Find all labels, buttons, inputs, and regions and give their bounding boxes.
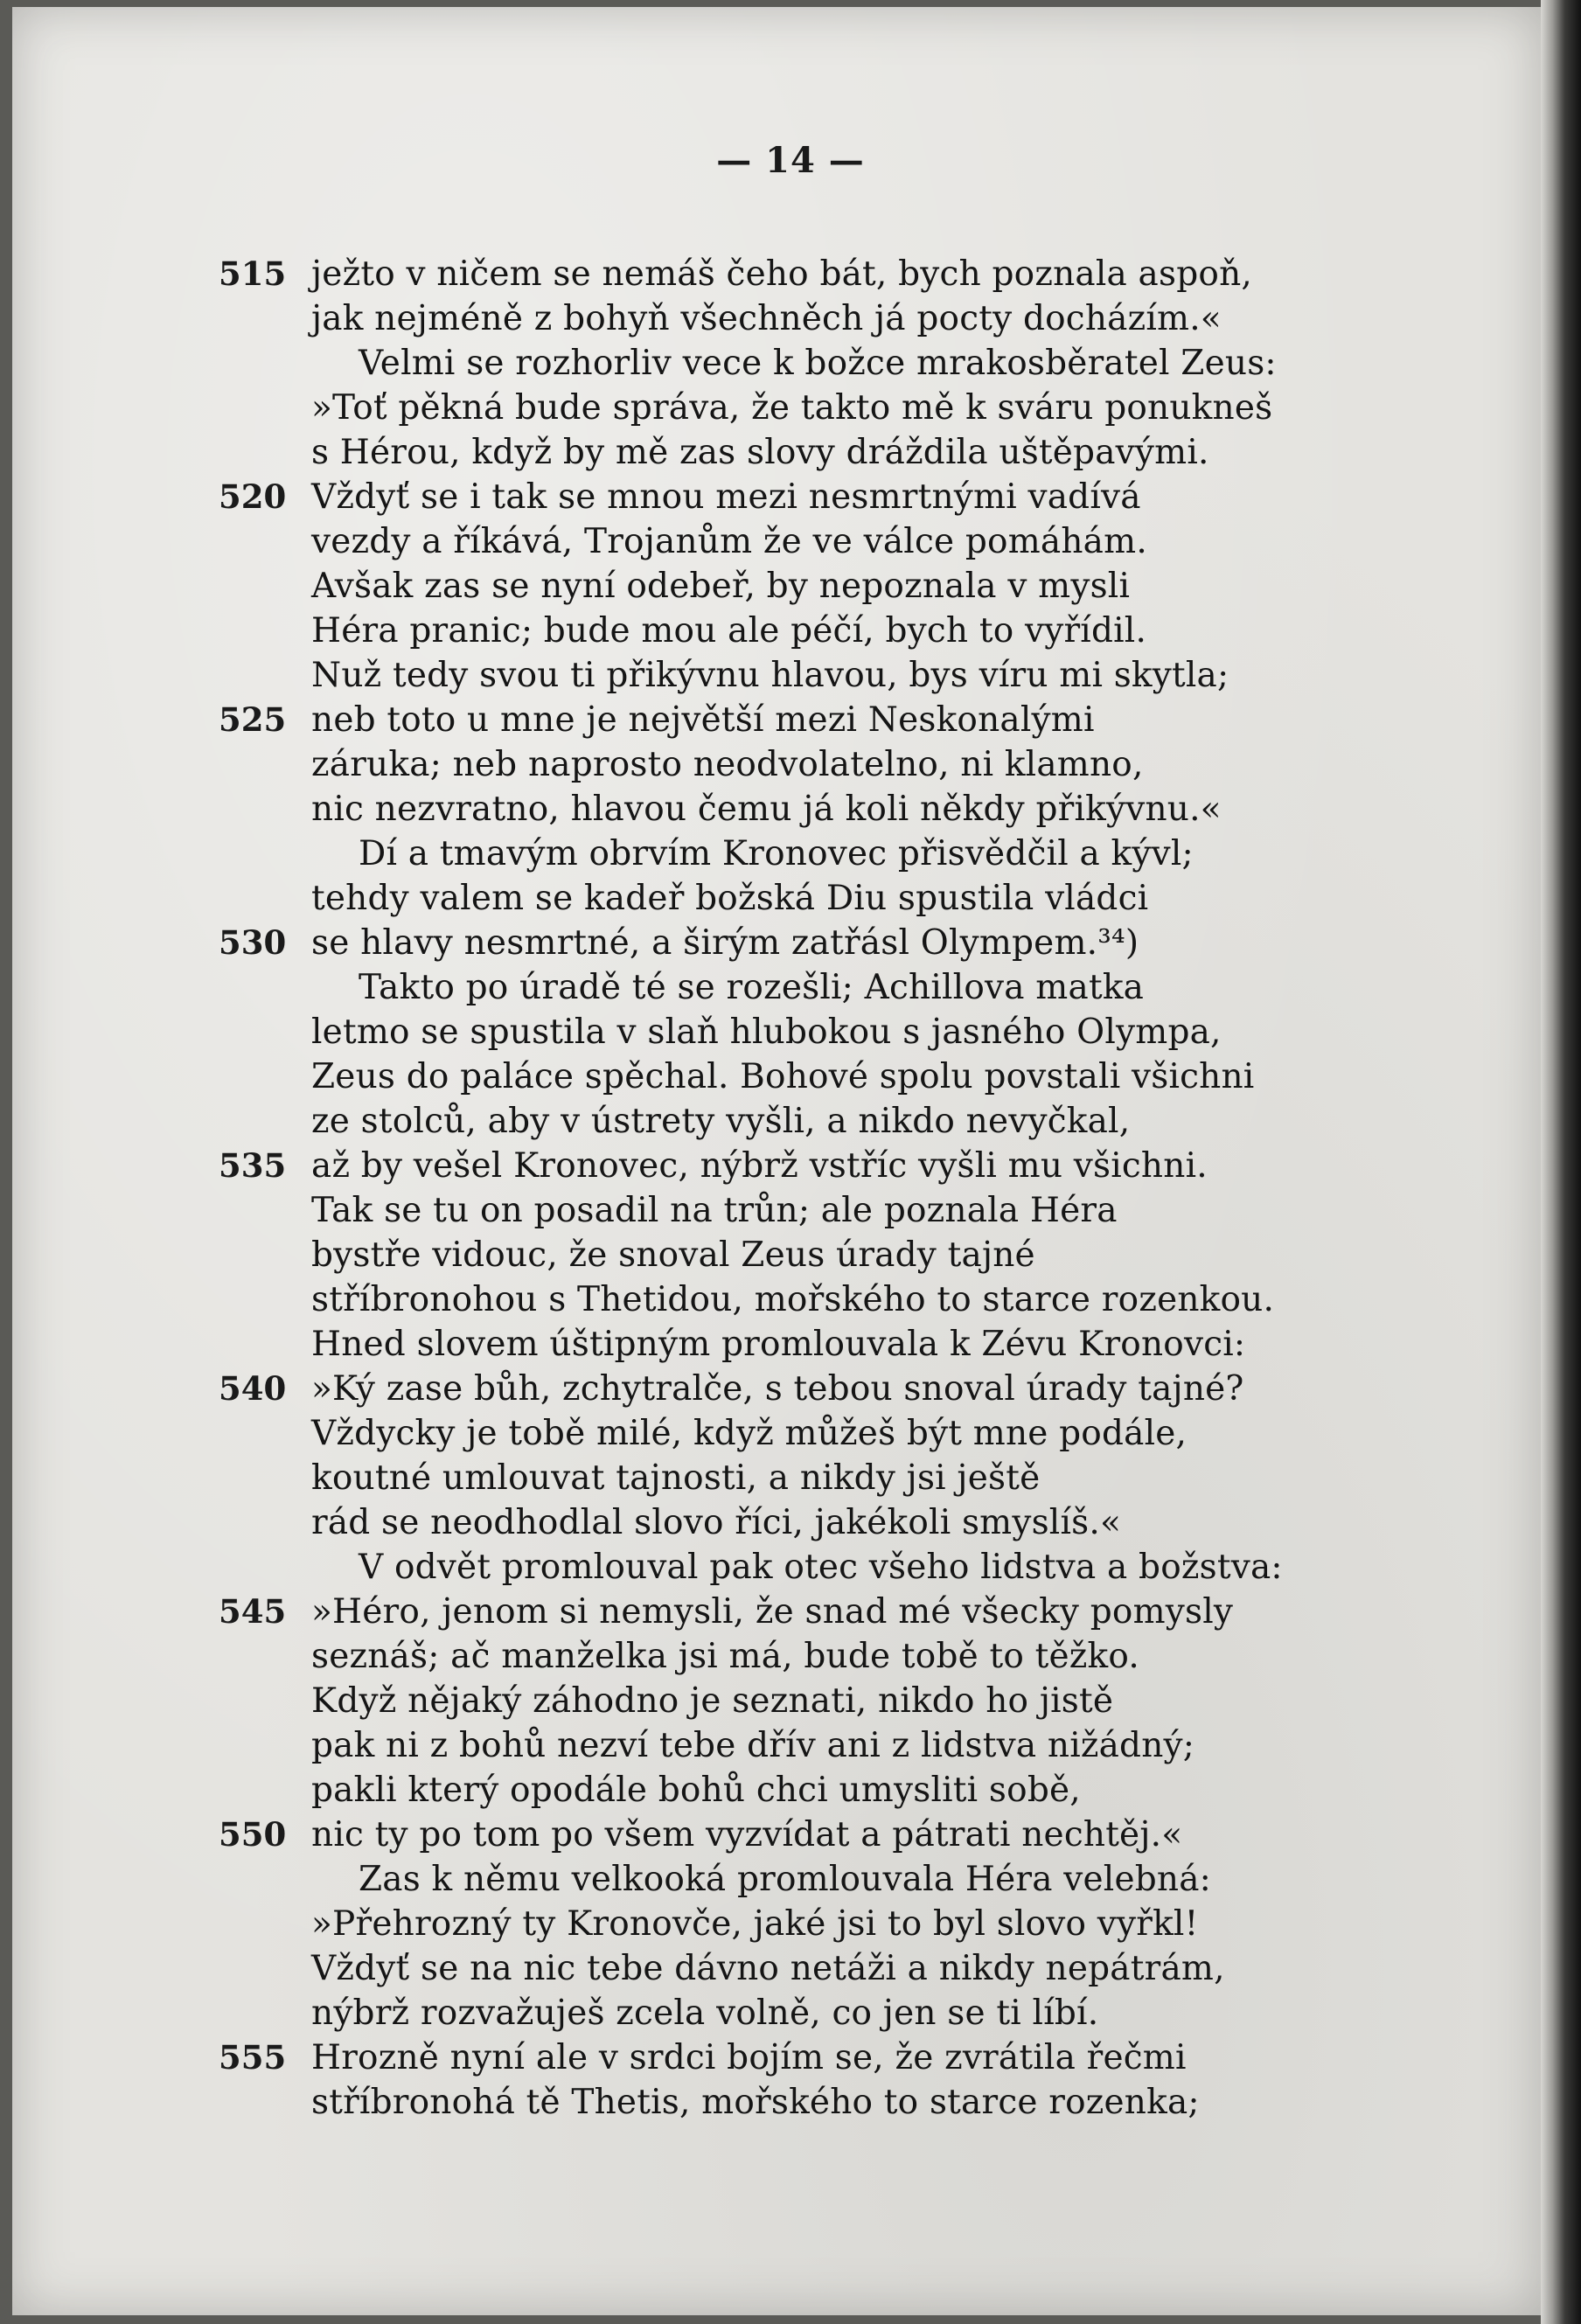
verse-line	[0, 1367, 1581, 1411]
verse-text: Nuž tedy svou ti přikývnu hlavou, bys víru mi skytla;	[311, 656, 1229, 695]
verse-text: stříbronohá tě Thetis, mořského to starce rozenka;	[311, 2083, 1200, 2122]
verse-text: Hned slovem úštipným promlouvala k Zévu Kronovci:	[311, 1325, 1246, 1364]
verse-line	[0, 1411, 1581, 1456]
verse-line	[0, 1188, 1581, 1233]
verse-line	[0, 296, 1581, 341]
verse-text: až by vešel Kronovec, nýbrž vstříc vyšli mu všichni.	[311, 1146, 1208, 1186]
verse-text: pak ni z bohů nezví tebe dřív ani z lidstva nižádný;	[311, 1726, 1195, 1765]
verse-text: nic nezvratno, hlavou čemu já koli někdy přikývnu.«	[311, 790, 1222, 829]
verse-number: 535	[219, 1146, 287, 1185]
verse-line	[0, 1902, 1581, 1946]
verse-text: letmo se spustila v slaň hlubokou s jasného Olympa,	[311, 1012, 1222, 1052]
verse-line	[0, 475, 1581, 519]
verse-line	[0, 921, 1581, 965]
verse-line	[0, 2035, 1581, 2080]
verse-line	[0, 519, 1581, 564]
verse-text: seznáš; ač manželka jsi má, bude tobě to těžko.	[311, 1637, 1139, 1676]
poem-text	[0, 252, 1581, 2125]
verse-line	[0, 1099, 1581, 1144]
verse-text: rád se neodhodlal slovo říci, jakékoli smyslíš.«	[311, 1503, 1122, 1542]
verse-text: Vždyť se na nic tebe dávno netáži a nikdy nepátrám,	[311, 1949, 1225, 1988]
verse-text: vezdy a říkává, Trojanům že ve válce pomáhám.	[311, 522, 1147, 561]
verse-text: ze stolců, aby v ústrety vyšli, a nikdo nevyčkal,	[311, 1102, 1131, 1141]
verse-text: Když nějaký záhodno je seznati, nikdo ho jistě	[311, 1681, 1114, 1721]
verse-line	[0, 1233, 1581, 1277]
verse-text: nýbrž rozvažuješ zcela volně, co jen se ti líbí.	[311, 1993, 1099, 2033]
verse-text: Velmi se rozhorliv vece k božce mrakosběratel Zeus:	[359, 344, 1277, 383]
verse-text: »Ký zase bůh, zchytralče, s tebou snoval úrady tajné?	[311, 1369, 1244, 1409]
verse-text: V odvět promlouval pak otec všeho lidstva a božstva:	[359, 1548, 1283, 1587]
verse-text: Tak se tu on posadil na trůn; ale poznala Héra	[311, 1191, 1118, 1230]
verse-number: 530	[219, 923, 287, 962]
verse-text: Zeus do paláce spěchal. Bohové spolu povstali všichni	[311, 1057, 1255, 1096]
verse-text: »Héro, jenom si nemysli, že snad mé všecky pomysly	[311, 1592, 1234, 1632]
verse-line	[0, 1946, 1581, 1991]
verse-line	[0, 609, 1581, 653]
verse-text: záruka; neb naprosto neodvolatelno, ni klamno,	[311, 745, 1144, 784]
verse-text: koutné umlouvat tajnosti, a nikdy jsi ještě	[311, 1458, 1041, 1498]
verse-line	[0, 1054, 1581, 1099]
verse-line	[0, 653, 1581, 698]
verse-number: 525	[219, 700, 287, 739]
verse-line	[0, 430, 1581, 475]
verse-line	[0, 1679, 1581, 1723]
verse-text: se hlavy nesmrtné, a širým zatřásl Olympem.³⁴)	[311, 923, 1139, 963]
verse-number: 520	[219, 477, 287, 516]
verse-line	[0, 564, 1581, 609]
verse-text: nic ty po tom po všem vyzvídat a pátrati nechtěj.«	[311, 1815, 1183, 1854]
verse-number: 545	[219, 1592, 287, 1631]
verse-text: neb toto u mne je největší mezi Neskonalými	[311, 700, 1095, 740]
verse-text: jak nejméně z bohyň všechněch já pocty docházím.«	[311, 299, 1222, 338]
verse-line	[0, 341, 1581, 386]
verse-line	[0, 831, 1581, 876]
verse-text: Hrozně nyní ale v srdci bojím se, že zvrátila řečmi	[311, 2038, 1187, 2077]
verse-line	[0, 787, 1581, 831]
verse-line	[0, 1857, 1581, 1902]
verse-line	[0, 1456, 1581, 1500]
verse-line	[0, 1723, 1581, 1768]
verse-text: bystře vidouc, že snoval Zeus úrady tajné	[311, 1235, 1035, 1275]
verse-text: s Hérou, když by mě zas slovy dráždila uštěpavými.	[311, 433, 1209, 472]
verse-text: stříbronohou s Thetidou, mořského to starce rozenkou.	[311, 1280, 1275, 1319]
verse-number: 540	[219, 1369, 287, 1408]
verse-text: Dí a tmavým obrvím Kronovec přisvědčil a kývl;	[359, 834, 1194, 873]
verse-text: »Přehrozný ty Kronovče, jaké jsi to byl slovo vyřkl!	[311, 1904, 1199, 1944]
page-number: — 14 —	[716, 140, 865, 181]
verse-text: Zas k němu velkooká promlouvala Héra velebná:	[359, 1860, 1212, 1899]
verse-line	[0, 1010, 1581, 1054]
verse-line	[0, 698, 1581, 742]
verse-text: Vždyť se i tak se mnou mezi nesmrtnými vadívá	[311, 477, 1141, 517]
verse-line	[0, 1277, 1581, 1322]
verse-line	[0, 876, 1581, 921]
verse-line	[0, 1144, 1581, 1188]
verse-line	[0, 1991, 1581, 2035]
verse-number: 550	[219, 1815, 287, 1854]
verse-line	[0, 1768, 1581, 1813]
verse-line	[0, 252, 1581, 296]
verse-line	[0, 965, 1581, 1010]
verse-line	[0, 1590, 1581, 1634]
verse-text: Takto po úradě té se rozešli; Achillova matka	[359, 968, 1145, 1007]
verse-text: Héra pranic; bude mou ale péčí, bych to vyřídil.	[311, 611, 1147, 651]
verse-line	[0, 1634, 1581, 1679]
verse-number: 555	[219, 2038, 287, 2077]
verse-number: 515	[219, 254, 287, 293]
verse-line	[0, 1322, 1581, 1367]
verse-line	[0, 1500, 1581, 1545]
verse-text: tehdy valem se kadeř božská Diu spustila vládci	[311, 879, 1149, 918]
verse-line	[0, 386, 1581, 430]
verse-line	[0, 742, 1581, 787]
verse-text: pakli který opodále bohů chci umysliti sobě,	[311, 1771, 1081, 1810]
verse-line	[0, 2080, 1581, 2125]
verse-line	[0, 1813, 1581, 1857]
verse-text: »Toť pěkná bude správa, že takto mě k sváru ponukneš	[311, 388, 1273, 428]
verse-line	[0, 1545, 1581, 1590]
verse-text: Avšak zas se nyní odebeř, by nepoznala v mysli	[311, 567, 1131, 606]
verse-text: ježto v ničem se nemáš čeho bát, bych poznala aspoň,	[311, 254, 1252, 294]
verse-text: Vždycky je tobě milé, když můžeš být mne podále,	[311, 1414, 1187, 1453]
